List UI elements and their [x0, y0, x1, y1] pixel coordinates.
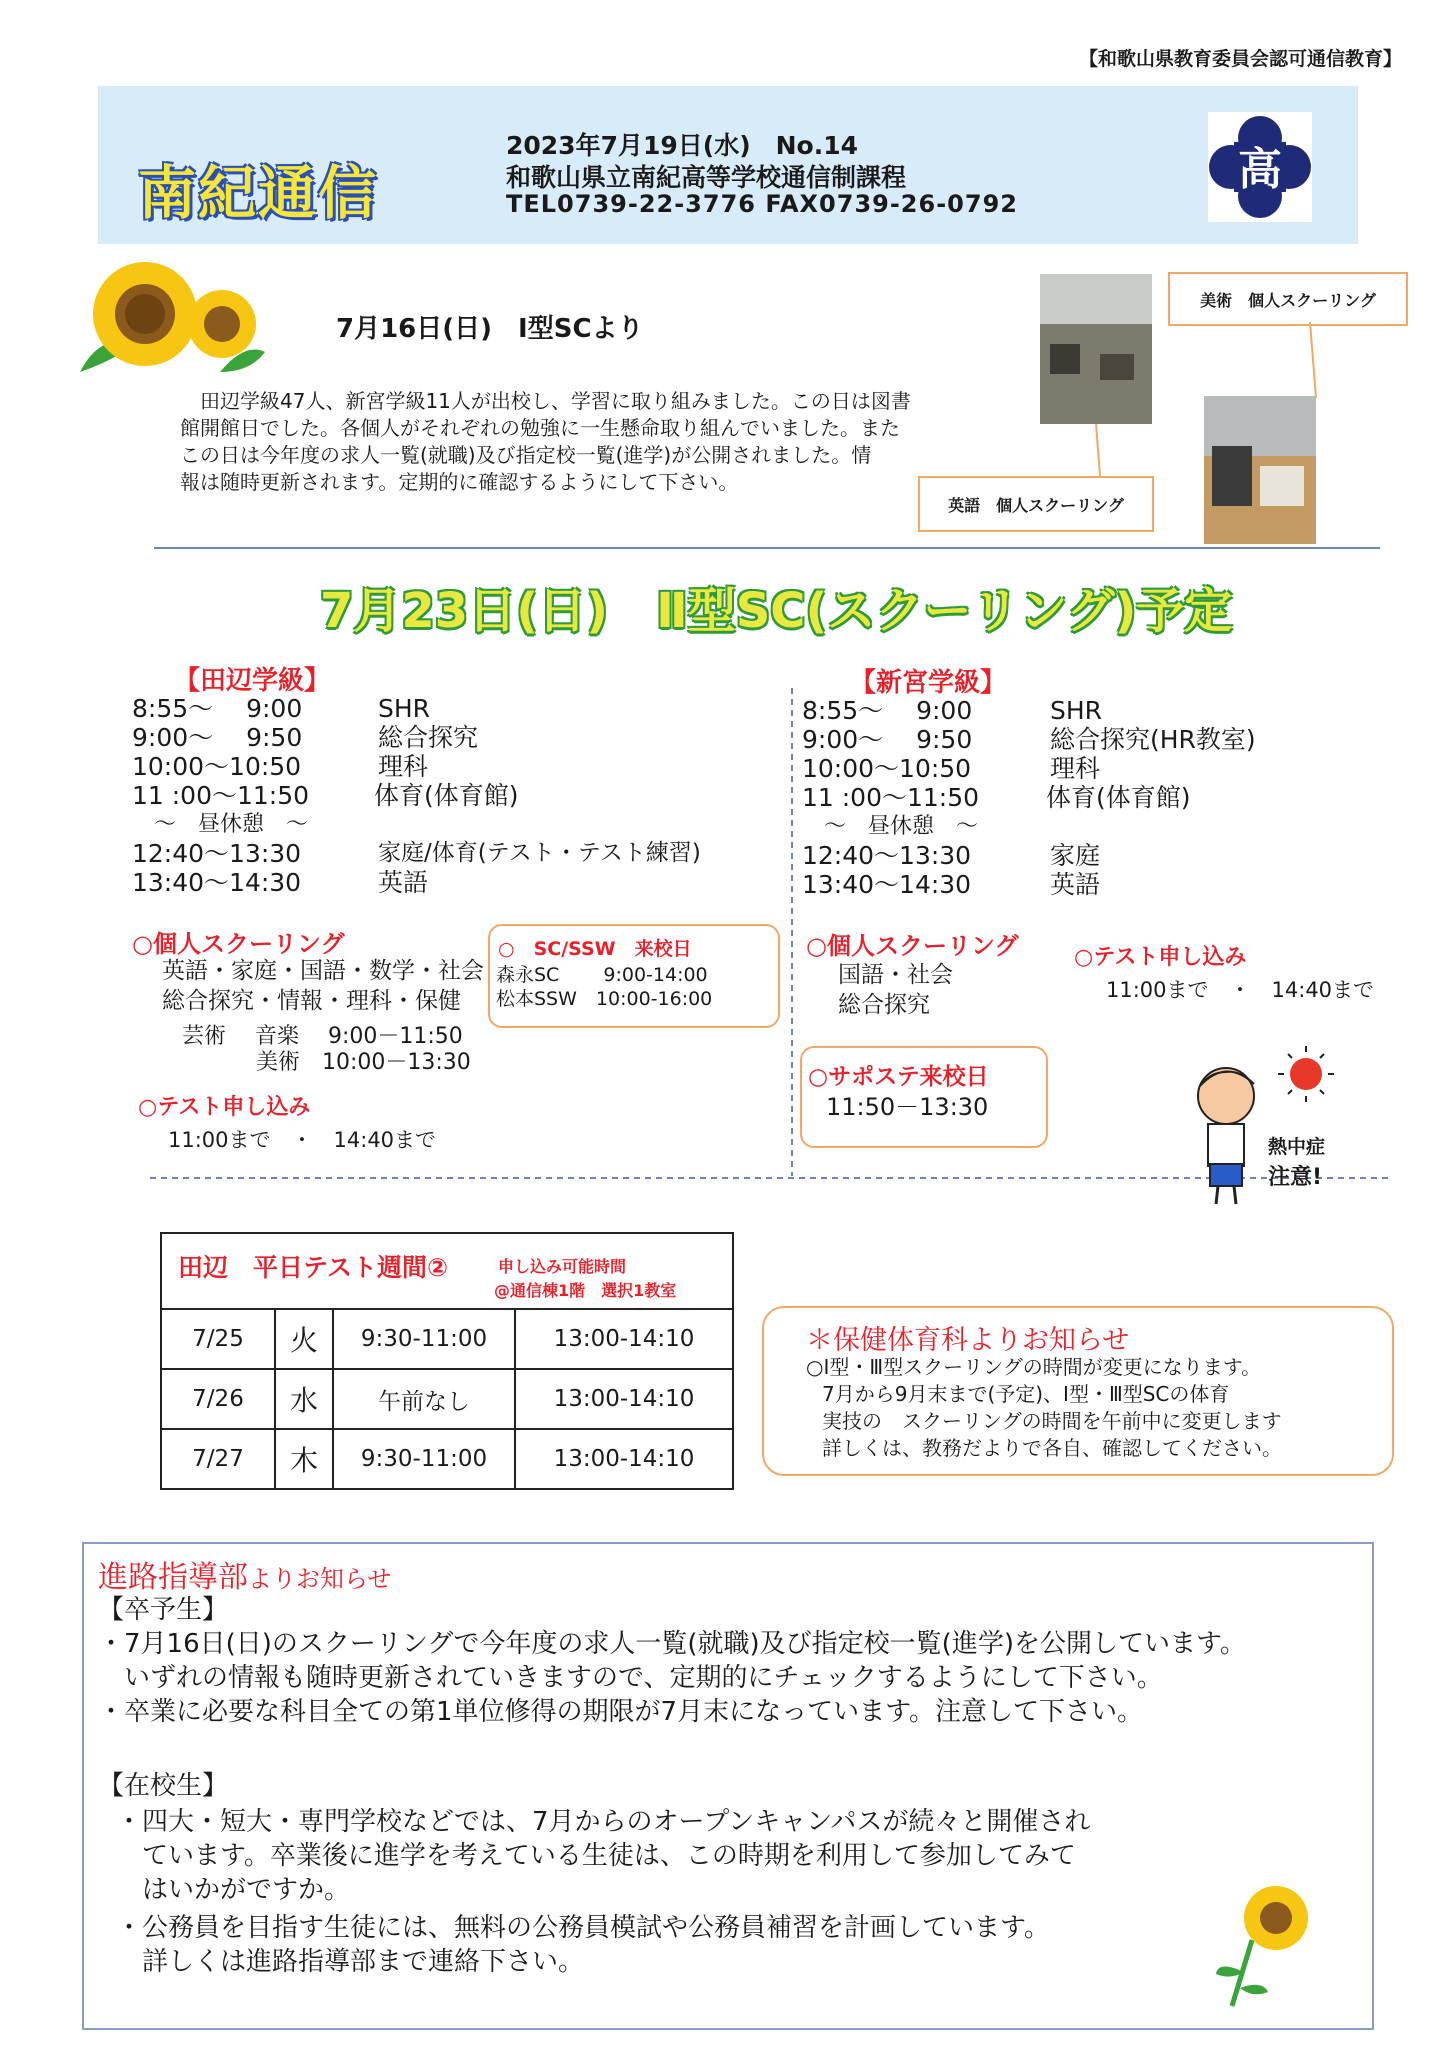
test-week-note2: @通信棟1階 選択1教室: [494, 1281, 677, 1300]
test-week-table: [160, 1308, 734, 1490]
heatstroke-illustration: [1180, 1040, 1350, 1214]
shingu-personal-1: 国語・社会: [838, 962, 953, 988]
caption-english: 英語 個人スクーリング: [918, 476, 1154, 532]
tanabe-personal-2: 総合探究・情報・理科・保健: [162, 988, 461, 1014]
grad-line-1: ・7月16日(日)のスクーリングで今年度の求人一覧(就職)及び指定校一覧(進学)を公開しています。: [98, 1629, 1246, 1659]
sc1-title: 7月16日(日) Ⅰ型SCより: [336, 314, 644, 344]
saposute-head: ○サポステ来校日: [808, 1064, 989, 1090]
newsletter-logo: 南紀通信: [138, 159, 379, 227]
tanabe-arts-1: 芸術 音楽 9:00－11:50: [182, 1024, 463, 1049]
table-row: 7/26 水 午前なし 13:00-14:10: [161, 1369, 733, 1429]
shingu-schedule: 8:55～ 9:00 SHR 9:00～ 9:50 総合探究(HR教室) 10:00～10:50 理科 11 :00～11:50 体育(体育館) ～ 昼休憩 ～ 12:40～13:30 家庭 13:40～14:30 英語: [802, 696, 1256, 899]
heat-line1: 熱中症: [1268, 1136, 1326, 1158]
scssw-head: ○ SC/SSW 来校日: [498, 938, 692, 960]
current-line-5: 詳しくは進路指導部まで連絡下さい。: [116, 1947, 585, 1977]
grad-head: 【卒予生】: [98, 1595, 229, 1625]
tanabe-personal-head: ○個人スクーリング: [132, 930, 345, 958]
current-head: 【在校生】: [98, 1771, 229, 1801]
tanabe-schedule: 8:55～ 9:00 SHR 9:00～ 9:50 総合探究 10:00～10:50 理科 11 :00～11:50 体育(体育館) ～ 昼休憩 ～ 12:40～13:30 家庭/体育(テスト・テスト練習) 13:40～14:30 英語: [132, 694, 701, 897]
tanabe-head: 【田辺学級】: [174, 666, 331, 696]
school-name: 和歌山県立南紀高等学校通信制課程: [506, 163, 907, 192]
sc1-body: 田辺学級47人、新宮学級11人が出校し、学習に取り組みました。この日は図書 館開館日でした。各個人がそれぞれの勉強に一生懸命取り組んでいました。また この日は今年度の求人一覧(就職)及び指定校一覧(進学)が公開されました。情 報は随時更新されます。定期的に確認するようにして下さい。: [180, 389, 911, 494]
scssw-line1: 森永SC 9:00-14:00: [496, 964, 708, 986]
current-line-2: ています。卒業後に進学を考えている生徒は、この時期を利用して参加してみて: [116, 1841, 1076, 1871]
tanabe-test-times: 11:00まで ・ 14:40まで: [168, 1128, 437, 1152]
tanabe-arts-2: 美術 10:00－13:30: [256, 1050, 471, 1075]
shingu-personal-2: 総合探究: [838, 992, 930, 1018]
test-week-title: 田辺 平日テスト週間②: [178, 1253, 449, 1282]
table-row: 7/27 木 9:30-11:00 13:00-14:10: [161, 1429, 733, 1489]
shingu-test-head: ○テスト申し込み: [1074, 945, 1247, 970]
course-head: 進路指導部よりお知らせ: [98, 1560, 392, 1595]
current-line-4: ・公務員を目指す生徒には、無料の公務員模試や公務員補習を計画しています。: [116, 1913, 1050, 1943]
grad-line-2: いずれの情報も随時更新されていきますので、定期的にチェックするようにして下さい。: [98, 1663, 1163, 1693]
pe-body: ○Ⅰ型・Ⅲ型スクーリングの時間が変更になります。 7月から9月末まで(予定)、Ⅰ型・Ⅲ型SCの体育 実技の スクーリングの時間を午前中に変更します 詳しくは、教務だよりで各自、確認してください。: [806, 1355, 1282, 1460]
grad-line-3: ・卒業に必要な科目全ての第1単位修得の期限が7月末になっています。注意して下さい。: [98, 1697, 1144, 1727]
shingu-test-times: 11:00まで ・ 14:40まで: [1106, 978, 1375, 1002]
emblem-char: 高: [1238, 144, 1282, 195]
current-line-1: ・四大・短大・専門学校などでは、7月からのオープンキャンパスが続々と開催され: [116, 1807, 1091, 1837]
table-row: 7/25 火 9:30-11:00 13:00-14:10: [161, 1309, 733, 1369]
saposute-time: 11:50－13:30: [826, 1093, 989, 1121]
tanabe-personal-1: 英語・家庭・国語・数学・社会: [162, 958, 484, 984]
scssw-line2: 松本SSW 10:00-16:00: [496, 988, 713, 1010]
shingu-head: 【新宮学級】: [850, 668, 1007, 698]
contact-info: TEL0739-22-3776 FAX0739-26-0792: [506, 190, 1018, 218]
issue-date: 2023年7月19日(水) No.14: [506, 131, 859, 160]
pe-head: ＊保健体育科よりお知らせ: [806, 1325, 1130, 1356]
caption-art: 美術 個人スクーリング: [1168, 272, 1408, 326]
small-sunflower-illustration: [1212, 1880, 1322, 2014]
test-week-note1: 申し込み可能時間: [498, 1257, 627, 1276]
heat-line2: 注意!: [1268, 1165, 1323, 1190]
sc2-title: 7月23日(日) Ⅱ型SC(スクーリング)予定: [320, 583, 1233, 639]
current-line-3: はいかがですか。: [116, 1875, 351, 1905]
certification-note: 【和歌山県教育委員会認可通信教育】: [1078, 48, 1402, 70]
tanabe-test-head: ○テスト申し込み: [138, 1095, 311, 1120]
shingu-personal-head: ○個人スクーリング: [806, 932, 1019, 960]
